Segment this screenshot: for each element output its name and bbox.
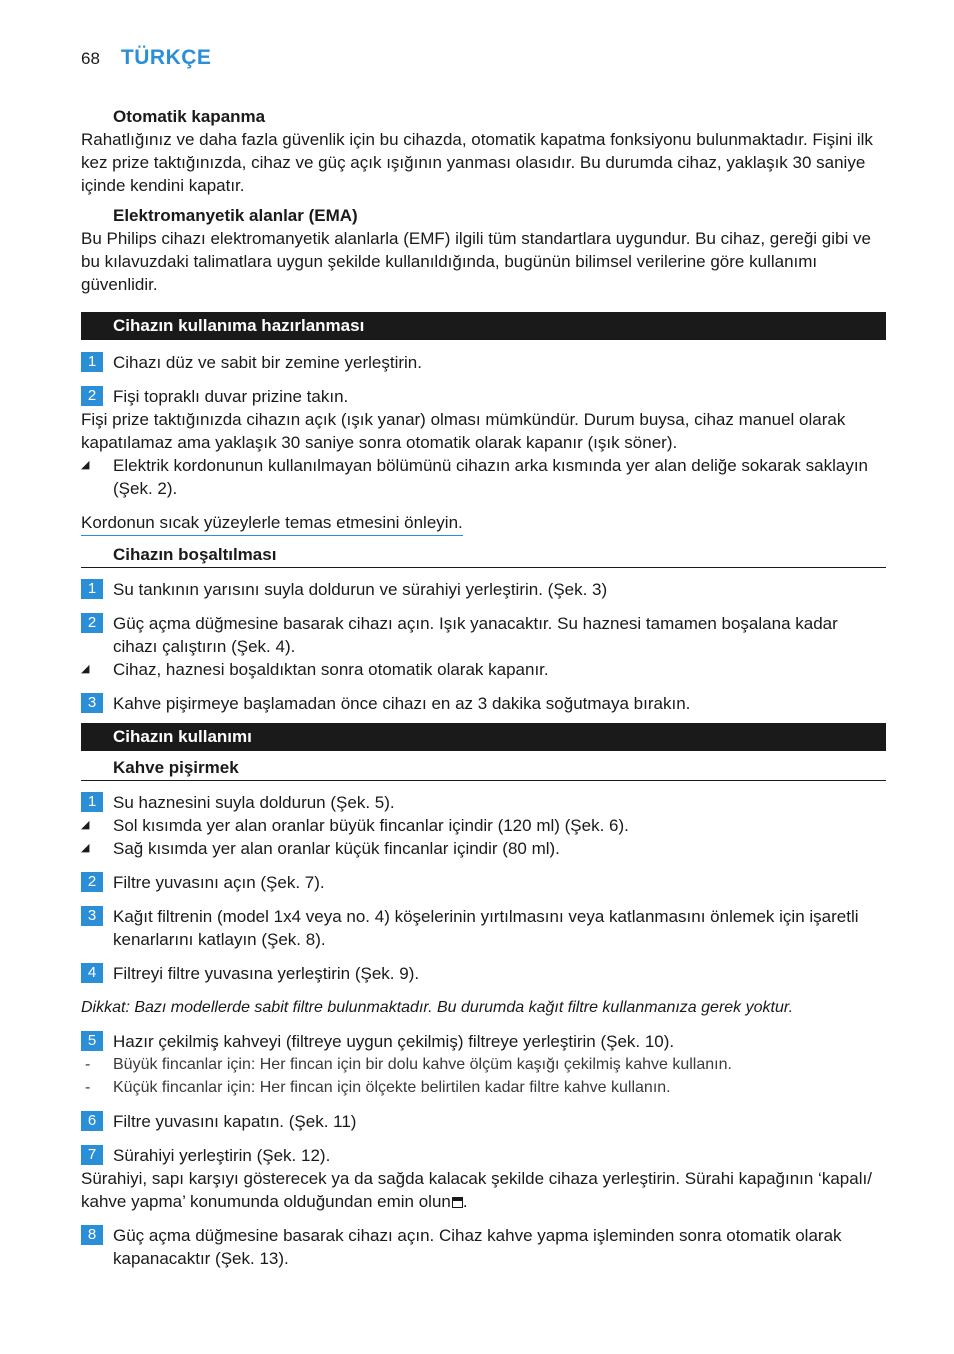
step-text: Cihazı düz ve sabit bir zemine yerleştirin. [113,353,422,372]
ema-text: Bu Philips cihazı elektromanyetik alanlarla (EMF) ilgili tüm standartlara uygundur. Bu cihaz, gereği gibi ve bu kılavuzdaki talimatlara uygun şekilde kullanıldığında, bugünün bilimsel verilerine göre kullanımı güvenlidir. [81,229,871,294]
bullet-text: Cihaz, haznesi boşaldıktan sonra otomatik olarak kapanır. [113,660,549,679]
step-number: 1 [81,579,103,599]
empty-heading: Cihazın boşaltılması [81,544,886,568]
brewing-heading: Kahve pişirmek [81,757,886,781]
empty-step-2 [81,612,886,658]
dash-text: Küçük fincanlar için: Her fincan için ölçekte belirtilen kadar filtre kahve kullanın. [113,1079,671,1096]
dash-marker: - [85,1056,91,1073]
bullet-text: Sol kısımda yer alan oranlar büyük fincanlar içindir (120 ml) (Şek. 6). [113,816,629,835]
step-text: Filtre yuvasını kapatın. (Şek. 11) [113,1112,357,1131]
prep-note: Fişi prize taktığınızda cihazın açık (ışık yanar) olması mümkündür. Durum buysa, cihaz manuel olarak kapatılamaz ama yaklaşık 30 saniye sonra otomatik olarak kapanır (ışık söner). [81,410,846,452]
triangle-bullet-icon: ◢ [81,459,90,471]
language-title: TÜRKÇE [120,46,212,69]
section-bar-usage: Cihazın kullanımı [81,723,886,751]
use-dash-1 [81,1053,886,1076]
step-number: 1 [81,792,103,812]
step-number: 6 [81,1111,103,1131]
step-number: 7 [81,1145,103,1165]
step-text: Kahve pişirmeye başlamadan önce cihazı en az 3 dakika soğutmaya bırakın. [113,694,691,713]
triangle-bullet-icon: ◢ [81,663,90,675]
triangle-bullet-icon: ◢ [81,842,90,854]
step-text: Su haznesini suyla doldurun (Şek. 5). [113,793,395,812]
use-step-8 [81,1224,886,1270]
section-bar-preparation: Cihazın kullanıma hazırlanması [81,312,886,340]
step-number: 1 [81,352,103,372]
use-step-5 [81,1030,886,1053]
page-content [81,106,886,1270]
step-number: 3 [81,906,103,926]
step-text: Güç açma düğmesine basarak cihazı açın. Cihaz kahve yapma işleminden sonra otomatik olarak kapanacaktır (Şek. 13). [113,1226,842,1268]
use-step-2 [81,871,886,894]
page-number: 68 [81,49,100,68]
step-text: Fişi topraklı duvar prizine takın. [113,387,349,406]
prep-bullet [81,454,886,500]
lid-closed-icon [452,1197,463,1208]
prep-step-2 [81,385,886,408]
step-7-note-text: Sürahiyi, sapı karşıyı gösterecek ya da sağda kalacak şekilde cihaza yerleştirin. Sürahi kapağının ‘kapalı/ kahve yapma’ konumunda olduğundan emin olun [81,1169,872,1211]
step-number: 2 [81,386,103,406]
ema-heading: Elektromanyetik alanlar (EMA) [113,206,358,225]
step-text: Su tankının yarısını suyla doldurun ve sürahiyi yerleştirin. (Şek. 3) [113,580,608,599]
step-text: Filtreyi filtre yuvasına yerleştirin (Şek. 9). [113,964,420,983]
use-dash-2 [81,1076,886,1099]
bullet-text: Elektrik kordonunun kullanılmayan bölümünü cihazın arka kısmında yer alan deliğe sokarak saklayın (Şek. 2). [113,456,869,498]
step-text: Filtre yuvasını açın (Şek. 7). [113,873,325,892]
step-7-note-end: . [462,1192,468,1211]
step-text: Hazır çekilmiş kahveyi (filtreye uygun çekilmiş) filtreye yerleştirin (Şek. 10). [113,1032,675,1051]
dash-text: Büyük fincanlar için: Her fincan için bir dolu kahve ölçüm kaşığı çekilmiş kahve kullanın. [113,1056,732,1073]
step-number: 5 [81,1031,103,1051]
fixed-filter-note: Dikkat: Bazı modellerde sabit filtre bulunmaktadır. Bu durumda kağıt filtre kullanmanıza gerek yoktur. [81,999,794,1016]
page-header [81,46,211,76]
use-step-3 [81,905,886,951]
use-bullet-2 [81,837,886,860]
empty-step-3 [81,692,886,715]
step-text: Güç açma düğmesine basarak cihazı açın. Işık yanacaktır. Su haznesi tamamen boşalana kadar cihazı çalıştırın (Şek. 4). [113,614,838,656]
step-text: Kağıt filtrenin (model 1x4 veya no. 4) köşelerinin yırtılmasını veya katlanmasını önlemek için işaretli kenarlarını katlayın (Şek. 8). [113,907,859,949]
step-number: 2 [81,613,103,633]
step-number: 8 [81,1225,103,1245]
use-bullet-1 [81,814,886,837]
step-number: 4 [81,963,103,983]
empty-step-1 [81,578,886,601]
step-text: Sürahiyi yerleştirin (Şek. 12). [113,1146,331,1165]
use-step-4 [81,962,886,985]
bullet-text: Sağ kısımda yer alan oranlar küçük fincanlar içindir (80 ml). [113,839,560,858]
prep-step-1 [81,351,886,374]
step-7-note [81,1167,886,1213]
use-step-6 [81,1110,886,1133]
triangle-bullet-icon: ◢ [81,819,90,831]
cord-warning: Kordonun sıcak yüzeylerle temas etmesini önleyin. [81,511,463,536]
use-step-1 [81,791,886,814]
auto-off-heading: Otomatik kapanma [113,107,266,126]
dash-marker: - [85,1079,91,1096]
use-step-7 [81,1144,886,1167]
auto-off-text: Rahatlığınız ve daha fazla güvenlik için bu cihazda, otomatik kapatma fonksiyonu bulunmaktadır. Fişini ilk kez prize taktığınızda, cihaz ve güç açık ışığının yanması olasıdır. Bu durumda cihaz, yaklaşık 30 saniye içinde kendini kapatır. [81,130,873,195]
empty-bullet [81,658,886,681]
step-number: 2 [81,872,103,892]
step-number: 3 [81,693,103,713]
